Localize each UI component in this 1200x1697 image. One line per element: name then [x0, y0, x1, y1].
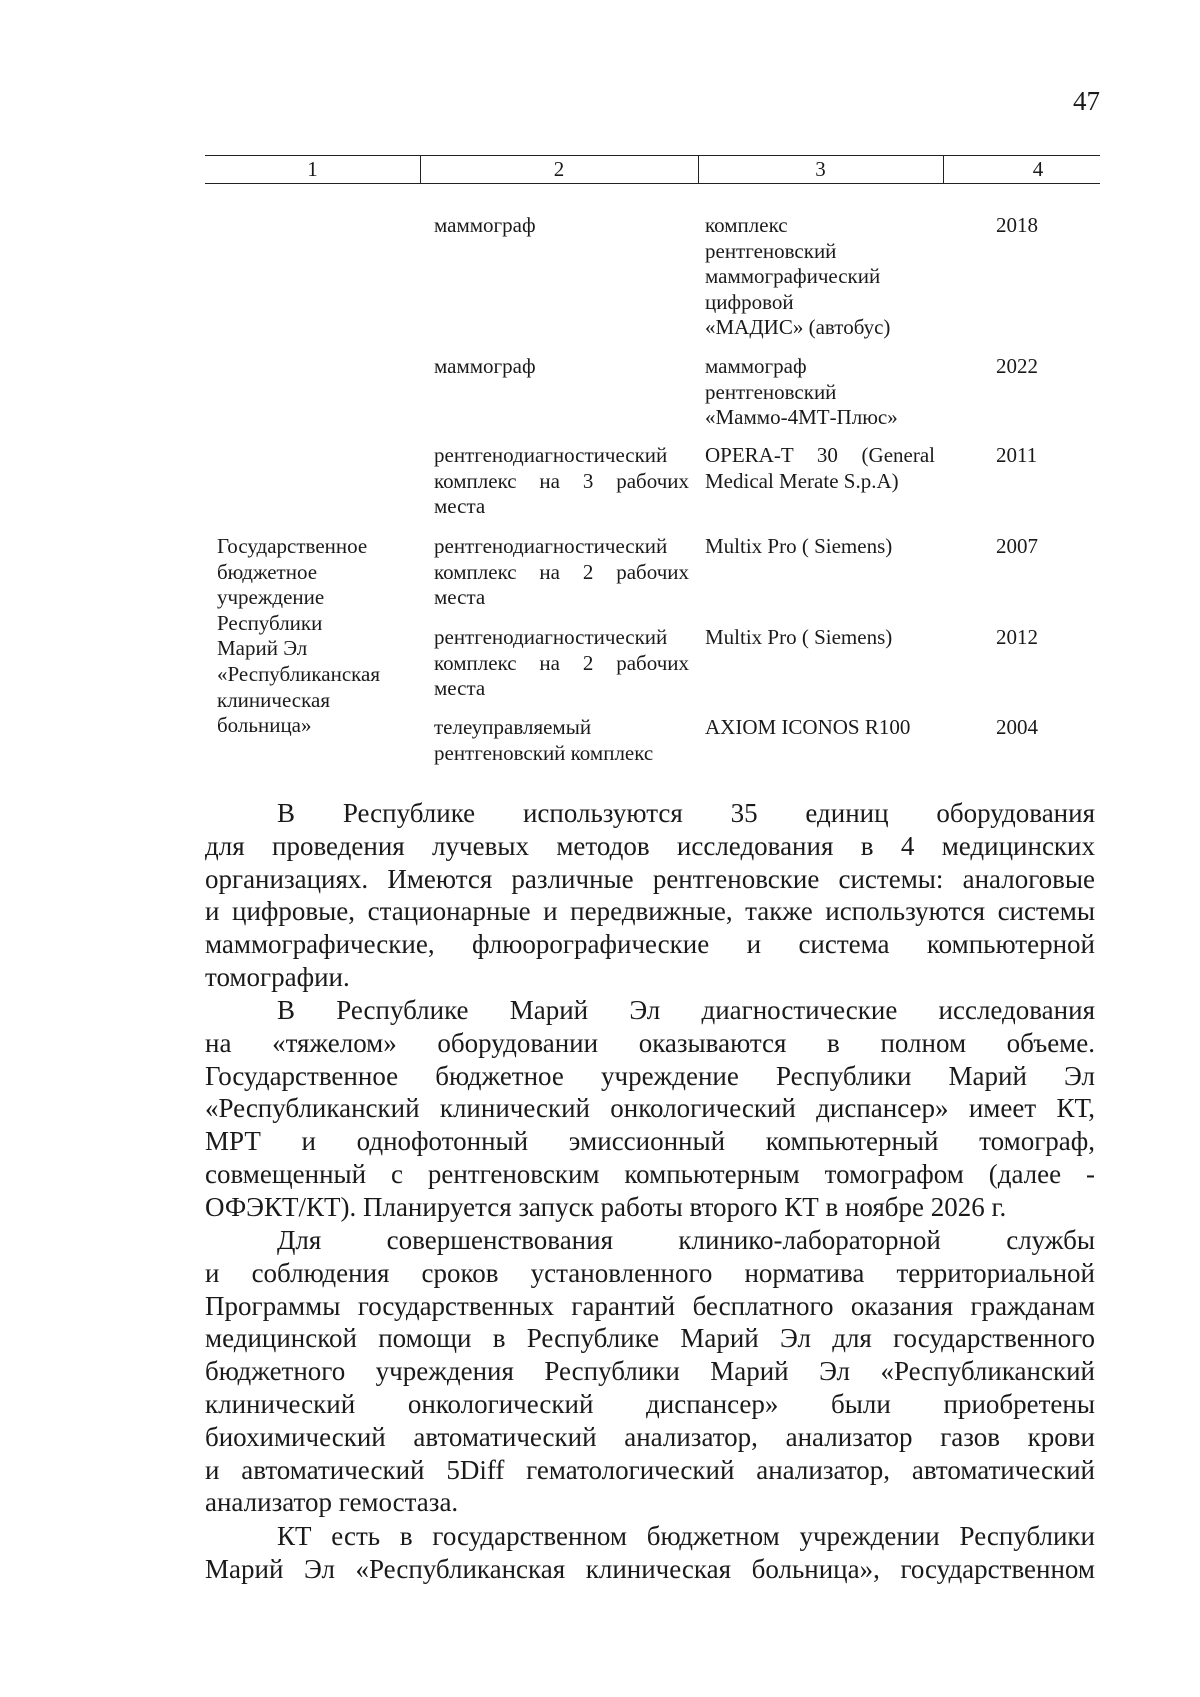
page-number: 47 — [1073, 86, 1100, 116]
table-header-rule — [205, 183, 1100, 184]
body-paragraph: В Республике используются 35 единиц оборудования для проведения лучевых методов исследования в 4 медицинских организациях. Имеются различные рентгеновские системы: аналоговые и цифровые, стационарные и передвижные, также используются системы маммографические, флюорографические и система компьютерной томографии. — [205, 798, 1095, 992]
body-paragraph: В Республике Марий Эл диагностические исследования на «тяжелом» оборудовании оказываются в полном объеме. Государственное бюджетное учреждение Республики Марий Эл «Республиканский клинический онкологический диспансер» имеет КТ, МРТ и однофотонный эмиссионный компьютерный томограф, совмещенный с рентгеновским компьютерным томографом (далее - ОФЭКТ/КТ). Планируется запуск работы второго КТ в ноябре 2026 г. — [205, 995, 1095, 1222]
equipment-type-cell: телеуправляемый рентгеновский комплекс — [434, 715, 654, 765]
model-cell: комплекс рентгеновский маммографический цифровой «МАДИС» (автобус) — [705, 213, 891, 340]
equipment-type-cell: рентгенодиагностический комплекс на 2 рабочих места — [434, 625, 689, 701]
model-cell: маммограф рентгеновский «Маммо-4МТ-Плюс» — [705, 354, 898, 430]
body-paragraph: КТ есть в государственном бюджетном учреждении Республики Марий Эл «Республиканская клиническая больница», государственном — [205, 1521, 1095, 1584]
year-cell: 2018 — [996, 213, 1038, 237]
body-paragraph: Для совершенствования клинико-лабораторной службы и соблюдения сроков установленного норматива территориальной Программы государственных гарантий бесплатного оказания гражданам медицинской помощи в Республике Марий Эл для государственного бюджетного учреждения Республики Марий Эл «Республиканский клинический онкологический диспансер» были приобретены биохимический автоматический анализатор, анализатор газов крови и автоматический 5Diff гематологический анализатор, автоматический анализатор гемостаза. — [205, 1225, 1095, 1518]
equipment-type-cell: рентгенодиагностический комплекс на 3 рабочих места — [434, 443, 689, 519]
column-header: 3 — [815, 157, 826, 181]
equipment-type-cell: маммограф — [434, 354, 536, 378]
model-cell: OPERA-T 30 (General Medical Merate S.p.A) — [705, 443, 935, 493]
year-cell: 2011 — [996, 443, 1038, 467]
equipment-type-cell: маммограф — [434, 213, 536, 237]
organization-cell: Государственное бюджетное учреждение Республики Марий Эл «Республиканская клиническая больница» — [217, 534, 381, 738]
model-cell: AXIOM ICONOS R100 — [705, 715, 911, 739]
model-cell: Multix Pro ( Siemens) — [705, 625, 893, 649]
column-header: 4 — [1032, 157, 1044, 181]
equipment-type-cell: рентгенодиагностический комплекс на 2 рабочих места — [434, 534, 689, 610]
year-cell: 2012 — [996, 625, 1038, 649]
table-top-rule — [205, 155, 1100, 156]
column-header: 1 — [307, 157, 318, 181]
model-cell: Multix Pro ( Siemens) — [705, 534, 893, 558]
column-header: 2 — [553, 157, 565, 181]
year-cell: 2022 — [996, 354, 1038, 378]
year-cell: 2004 — [996, 715, 1038, 739]
year-cell: 2007 — [996, 534, 1038, 558]
